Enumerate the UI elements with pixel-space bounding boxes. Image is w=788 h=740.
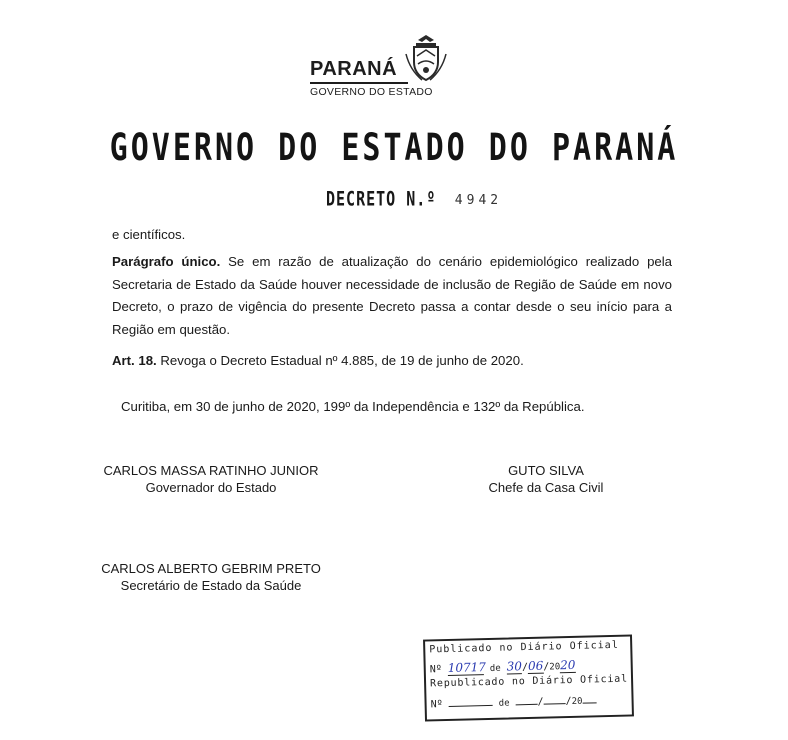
stamp-no-label: Nº	[429, 664, 442, 676]
letterhead-underline	[310, 82, 408, 84]
article-18-text: Revoga o Decreto Estadual nº 4.885, de 19 de junho de 2020.	[156, 353, 524, 368]
stamp-blank-day	[515, 694, 537, 706]
stamp-sep-1: /	[521, 662, 529, 674]
stamp-month: 06	[527, 658, 544, 674]
signature-role: Secretário de Estado da Saúde	[120, 578, 302, 593]
paragraph-unico	[112, 251, 672, 341]
publication-stamp	[423, 634, 634, 721]
stamp-de-label: de	[489, 663, 501, 674]
signature-name: GUTO SILVA	[508, 463, 584, 478]
article-18-heading: Art. 18.	[112, 353, 157, 368]
stamp-republished-fields	[430, 692, 596, 710]
letterhead-subtitle: GOVERNO DO ESTADO	[310, 86, 433, 98]
stamp-blank-month	[543, 693, 565, 705]
stamp-no-value: 10717	[447, 660, 487, 675]
signature-name: CARLOS ALBERTO GEBRIM PRETO	[101, 561, 321, 576]
article-18	[112, 350, 672, 373]
place-date-line: Curitiba, em 30 de junho de 2020, 199º da Independência e 132º da República.	[121, 399, 585, 414]
stamp-published-line: Publicado no Diário Oficial	[429, 639, 619, 656]
signature-role: Governador do Estado	[145, 480, 277, 495]
stamp-republished-year-prefix: 20	[571, 696, 583, 707]
stamp-published-fields	[430, 658, 576, 677]
signature-name: CARLOS MASSA RATINHO JUNIOR	[103, 463, 319, 478]
stamp-day: 30	[506, 659, 523, 674]
stamp-blank-year	[582, 692, 596, 703]
letterhead-wordmark: PARANÁ	[310, 58, 398, 80]
paragraph-unico-text: Se em razão de atualização do cenário epidemiológico realizado pela Secretaria de Estado da Saúde houver necessidade de inclusão de Região de Saúde em novo Decreto, o prazo de vigência do presente Decreto passa a contar desde o seu início para a Região em questão.	[112, 254, 673, 337]
stamp-republished-no-label: Nº	[430, 699, 443, 711]
stamp-year-suffix: 20	[559, 657, 576, 673]
signature-chief-of-staff	[456, 462, 636, 496]
government-title: GOVERNO DO ESTADO DO PARANÁ	[109, 126, 679, 170]
stamp-sep-2: /	[543, 661, 550, 673]
decree-line	[326, 187, 503, 211]
paragraph-continuation: e científicos.	[112, 227, 186, 242]
signature-governor	[76, 462, 346, 496]
decree-label: DECRETO N.º	[326, 187, 437, 211]
decree-number: 4942	[454, 193, 503, 208]
stamp-year-prefix: 20	[549, 662, 561, 673]
stamp-republished-line: Republicado no Diário Oficial	[429, 673, 628, 690]
paragraph-unico-heading: Parágrafo único.	[112, 254, 221, 269]
signature-health-secretary	[74, 560, 348, 594]
letterhead	[310, 34, 470, 100]
stamp-republished-de-label: de	[498, 698, 510, 709]
stamp-republished-sep-1: /	[537, 696, 544, 708]
coat-of-arms-icon	[404, 34, 448, 82]
stamp-blank-number	[448, 695, 492, 707]
signature-role: Chefe da Casa Civil	[488, 480, 604, 495]
stamp-republished-sep-2: /	[565, 695, 572, 708]
